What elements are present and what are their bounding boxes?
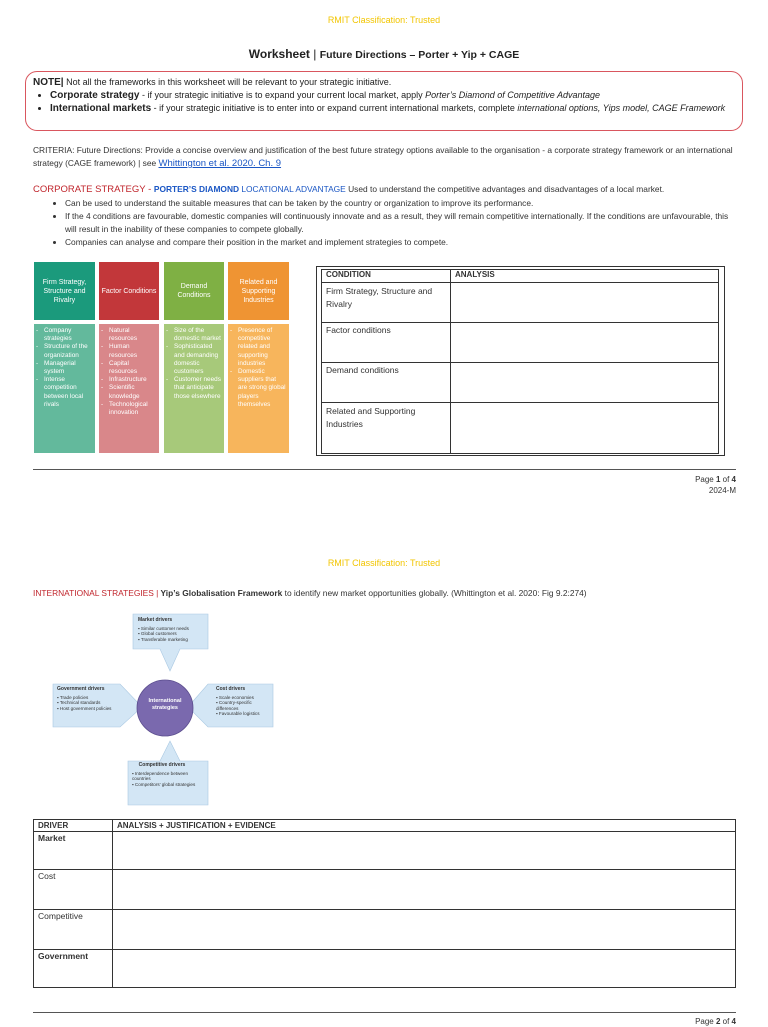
corp-porter: PORTER’S DIAMOND (153, 184, 240, 194)
analysis-cell[interactable] (113, 950, 736, 988)
porter-list-related (228, 324, 289, 453)
porter-list-item: - Capital resources (101, 359, 138, 376)
porter-list-item: - Intense competition between local rivals (36, 376, 84, 408)
bullet1-text: - if your strategic initiative is to expand your current local market, apply (139, 90, 426, 100)
analysis-cell[interactable] (113, 870, 736, 910)
bullet2-label: International markets (50, 103, 152, 114)
corp-dash: - (145, 184, 154, 195)
driver-row-label: Market (34, 832, 113, 870)
classification-label: RMIT Classification: Trusted (327, 558, 441, 568)
bullet2-italic: international options, Yips model, CAGE Framework (517, 103, 726, 113)
condition-row-label: Firm Strategy, Structure and Rivalry (322, 283, 451, 323)
porter-list-item: - Domestic suppliers that are strong global players themselves (230, 368, 286, 408)
note-label: NOTE| (33, 77, 64, 88)
yip-diagram (48, 609, 280, 809)
porter-list-item: - Structure of the organization (36, 343, 88, 359)
yip-competitive-box: Competitive drivers ▪ Interdependence between countries ▪ Competitors’ global strategies (132, 762, 196, 787)
porter-list-item: - Managerial system (36, 359, 76, 376)
intl-label: INTERNATIONAL STRATEGIES | (33, 588, 159, 598)
criteria-paragraph (33, 144, 738, 170)
analysis-cell[interactable] (113, 910, 736, 950)
yip-center-label: International strategies (148, 698, 182, 711)
title-prefix: Worksheet (248, 47, 310, 61)
page-footer: Page 2 of 4 (695, 1017, 736, 1026)
note-text (33, 76, 738, 115)
title-sep: | (309, 47, 320, 61)
porter-list-item: - Customer needs that anticipate those elsewhere (166, 376, 221, 400)
porter-box-demand-title: Demand Conditions (164, 262, 224, 320)
driver-header: DRIVER (34, 820, 113, 832)
analysis-header: ANALYSIS (451, 270, 719, 283)
condition-row-label: Factor conditions (322, 323, 451, 363)
porter-list-item: - Scientific knowledge (101, 384, 140, 400)
note-bullet-international (50, 102, 738, 115)
porter-box-factor-title: Factor Conditions (99, 262, 159, 320)
corp-label: CORPORATE STRATEGY (33, 184, 146, 195)
driver-table (33, 819, 736, 988)
analysis-cell[interactable] (451, 283, 719, 323)
corporate-strategy-section (33, 183, 738, 249)
porter-list-factor (99, 324, 159, 453)
corp-bullet: • Can be used to understand the suitable measures that can be taken by the country or organization to improve its performance. (65, 197, 738, 210)
analysis-cell[interactable] (451, 363, 719, 403)
porter-box-related-title: Related and Supporting Industries (228, 262, 289, 320)
note-bullet-corporate (50, 89, 738, 102)
international-heading (33, 588, 738, 598)
condition-row-label: Demand conditions (322, 363, 451, 403)
bullet2-text: - if your strategic initiative is to enter into or expand current international markets, complete (151, 103, 518, 113)
yip-cost-box: Cost drivers ▪ Scale economies ▪ Country-specific differences ▪ Favourable logistics (216, 686, 260, 717)
porter-list-item: - Technological innovation (101, 400, 148, 417)
porter-list-item: - Human resources (101, 343, 138, 359)
corp-rest: Used to understand the competitive advantages and disadvantages of a local market. (345, 184, 665, 194)
condition-header: CONDITION (322, 270, 451, 283)
note-body: Not all the frameworks in this worksheet will be relevant to your strategic initiative. (63, 77, 392, 87)
footer-divider (33, 469, 736, 470)
analysis-cell[interactable] (451, 403, 719, 454)
porter-list-item: - Infrastructure (101, 376, 147, 384)
porter-list-item: - Natural resources (101, 327, 138, 343)
intl-yip: Yip’s Globalisation Framework (158, 588, 283, 598)
porter-box-firm-title: Firm Strategy, Structure and Rivalry (34, 262, 95, 320)
porter-list-firm (34, 324, 95, 453)
condition-row-label: Related and Supporting Industries (322, 403, 451, 454)
corp-bullet: • If the 4 conditions are favourable, domestic companies will continuously innovate and as a result, they will remain competitive internationally. If the conditions are unfavourable, this will result in the inability of these companies to compete globally. (65, 210, 738, 236)
corp-locational: LOCATIONAL ADVANTAGE (239, 184, 346, 194)
porter-list-item: - Company strategies (36, 327, 72, 343)
driver-row-label: Government (34, 950, 113, 988)
corp-bullet: • Companies can analyse and compare their position in the market and implement strategies to compete. (65, 236, 738, 249)
intl-rest: to identify new market opportunities globally. (Whittington et al. 2020: Fig 9.2:274) (282, 588, 587, 598)
criteria-text: CRITERIA: Future Directions: Provide a concise overview and justification of the best future strategy options available to the organisation - a corporate strategy framework or an international strategy (CAGE framework) | see (33, 145, 733, 168)
driver-row-label: Cost (34, 870, 113, 910)
classification-label: RMIT Classification: Trusted (327, 15, 441, 25)
condition-table (321, 269, 719, 454)
title-rest: Future Directions – Porter + Yip + CAGE (319, 49, 520, 61)
bullet1-italic: Porter’s Diamond of Competitive Advantage (425, 90, 601, 100)
page-footer: Page 1 of 4 2024-M (600, 474, 736, 496)
yip-government-box: Government drivers ▪ Trade policies ▪ Technical standards ▪ Host government policies (57, 686, 112, 711)
porter-list-item: - Size of the domestic market (166, 327, 221, 343)
page-title (0, 47, 768, 61)
whittington-link[interactable]: Whittington et al. 2020. Ch. 9 (158, 158, 282, 169)
porter-list-item: - Presence of competitive related and supporting industries (230, 327, 273, 367)
doc-code: 2024-M (708, 486, 736, 495)
porter-list-item: - Sophisticated and demanding domestic customers (166, 343, 219, 376)
analysis-cell[interactable] (451, 323, 719, 363)
analysis-cell[interactable] (113, 832, 736, 870)
driver-row-label: Competitive (34, 910, 113, 950)
analysis-justification-header: ANALYSIS + JUSTIFICATION + EVIDENCE (113, 820, 736, 832)
bullet1-label: Corporate strategy (50, 90, 140, 101)
porter-list-demand (164, 324, 224, 453)
yip-market-box: Market drivers ▪ Similar customer needs ▪ Global customers ▪ Transferable marketing (138, 617, 189, 642)
footer-divider (33, 1012, 736, 1013)
